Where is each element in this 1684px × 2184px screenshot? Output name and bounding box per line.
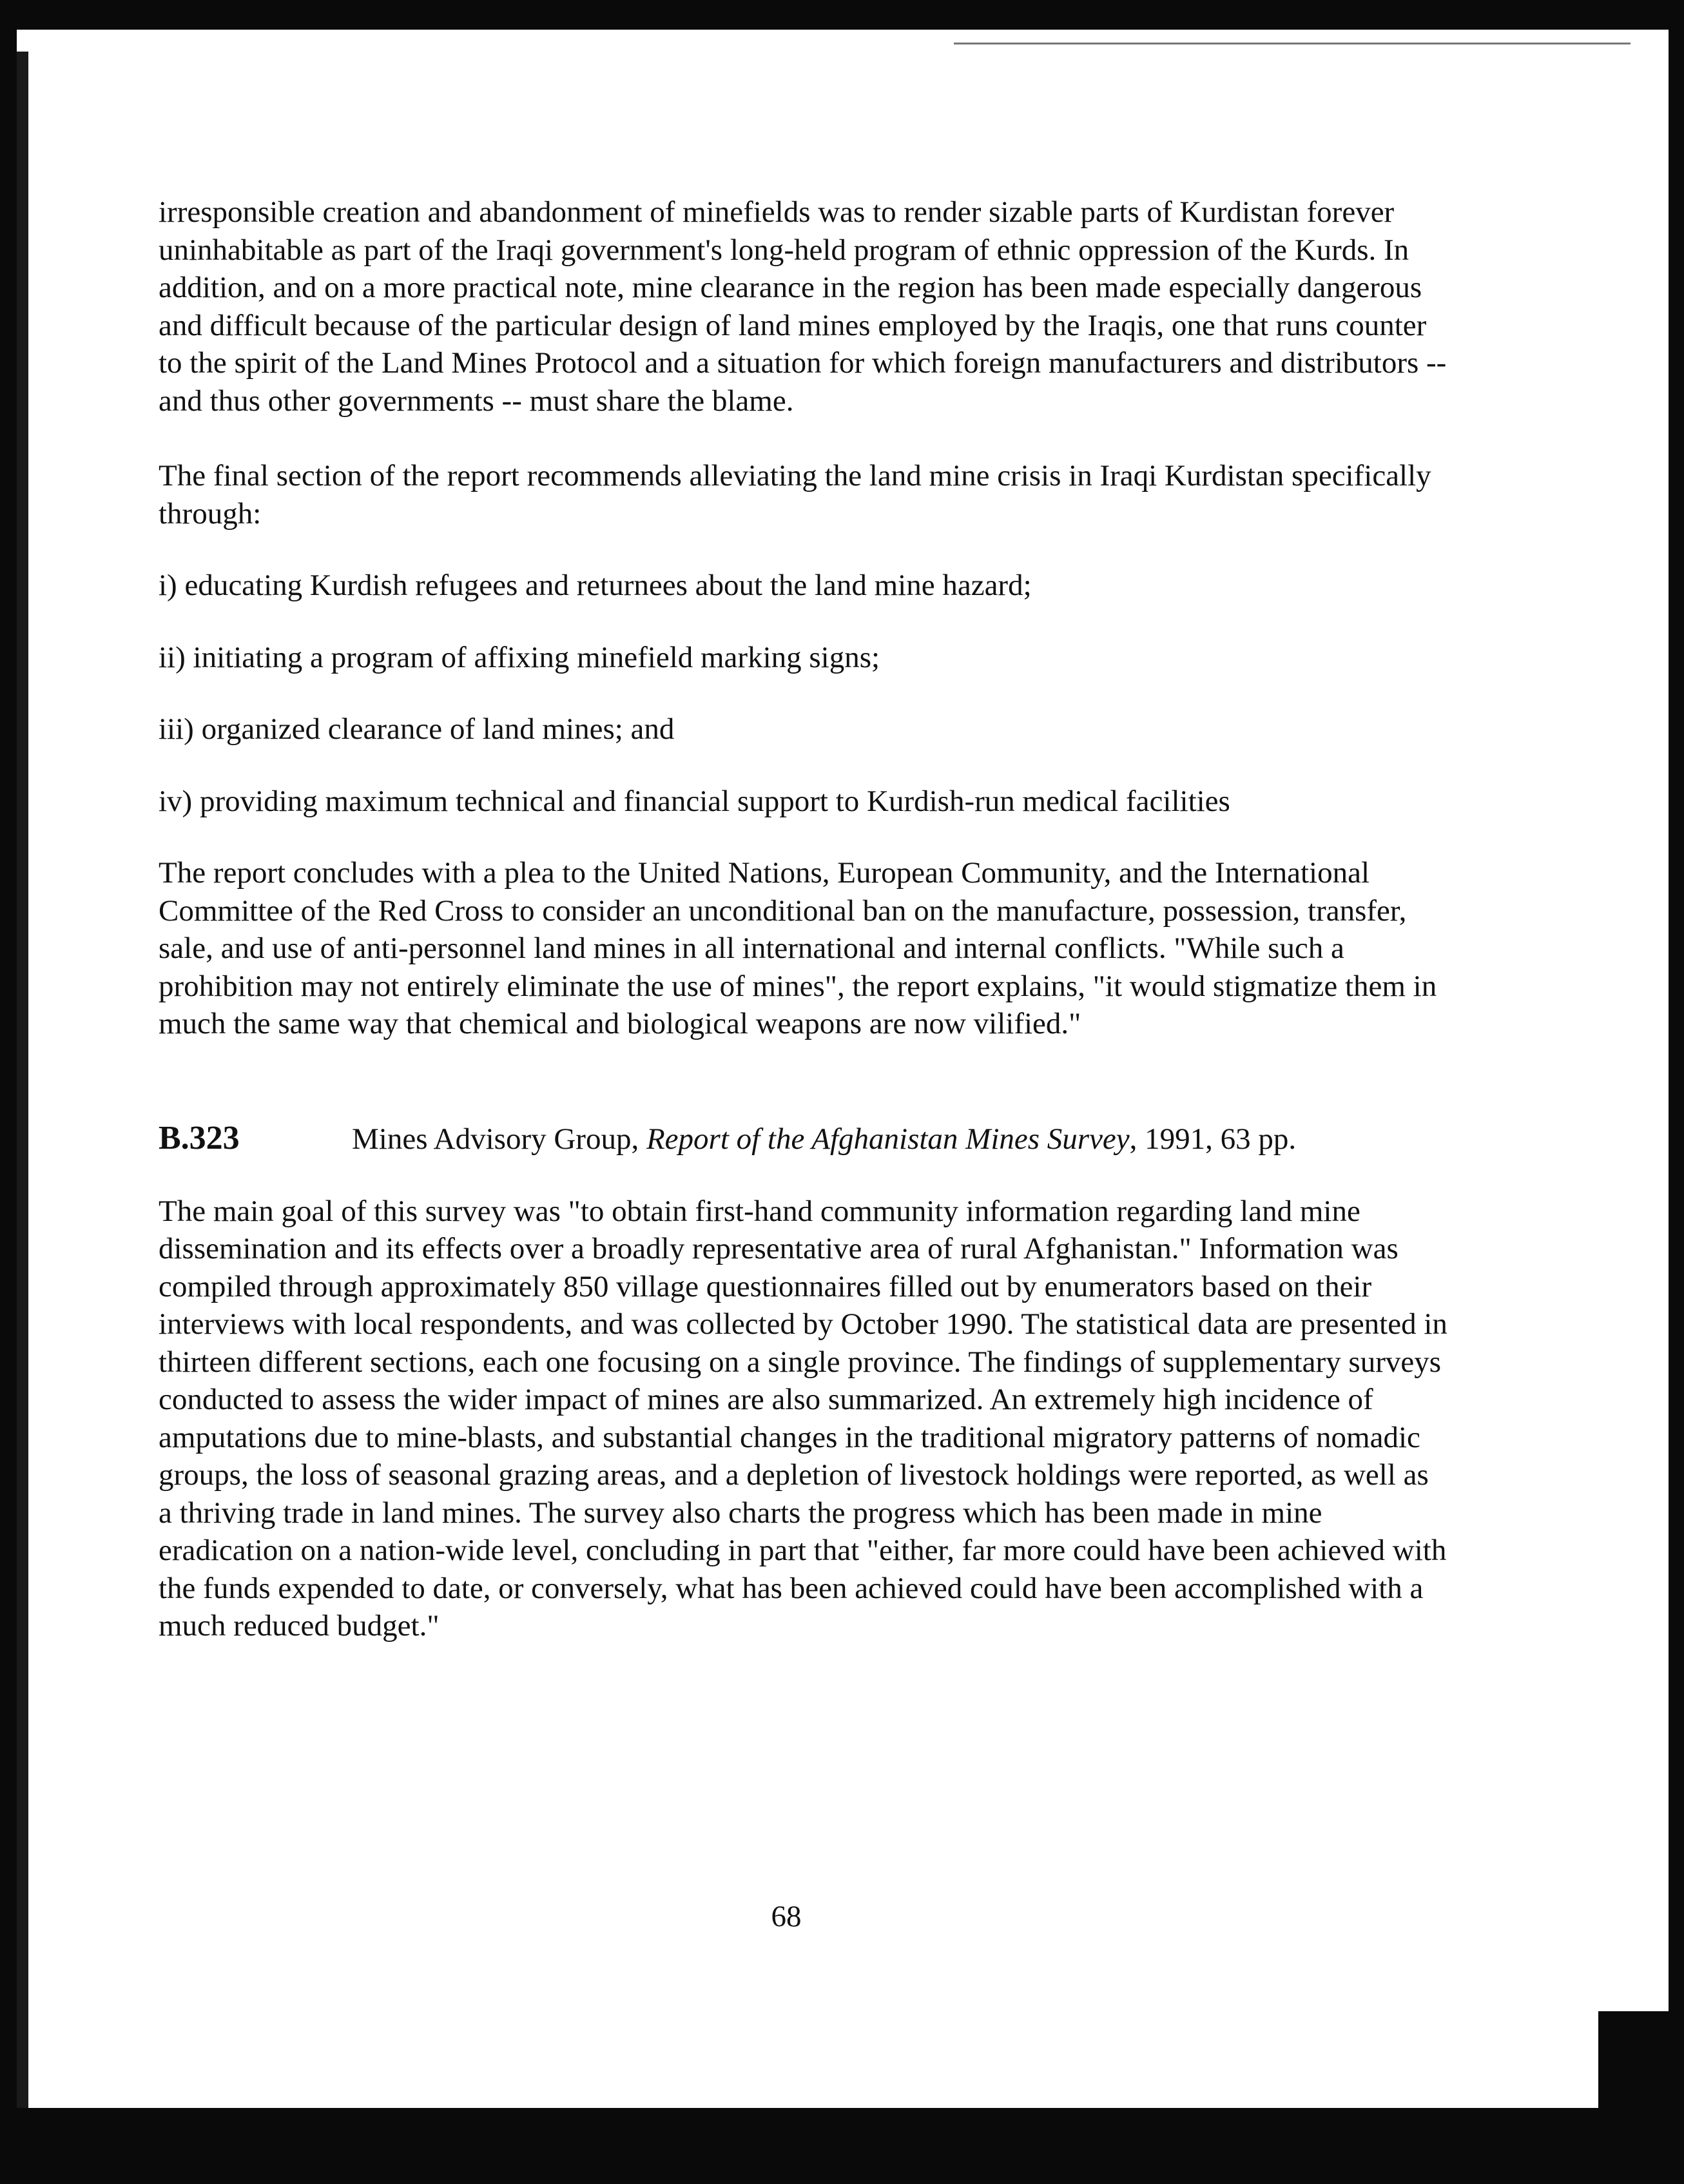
scan-border-left-inner — [17, 52, 28, 2114]
entry-heading — [159, 1119, 1447, 1158]
page-body — [159, 193, 1447, 1645]
entry-author: Mines Advisory Group, — [352, 1122, 646, 1156]
entry-title: Report of the Afghanistan Mines Survey — [646, 1122, 1130, 1156]
entry-summary: The main goal of this survey was "to obtain first-hand community information regarding land mine dissemination and its effects over a broadly representative area of rural Afghanistan." Information was compiled through approximately 850 village questionnaires filled out by enumerators based on their interviews with local respondents, and was collected by October 1990. The statistical data are presented in thirteen different sections, each one focusing on a single province. The findings of supplementary surveys conducted to assess the wider impact of mines are also summarized. An extremely high incidence of amputations due to mine-blasts, and substantial changes in the traditional migratory patterns of nomadic groups, the loss of seasonal grazing areas, and a depletion of livestock holdings were reported, as well as a thriving trade in land mines. The survey also charts the progress which has been made in mine eradication on a nation-wide level, concluding in part that "either, far more could have been achieved with the funds expended to date, or conversely, what has been achieved could have been accomplished with a much reduced budget." — [159, 1194, 1447, 1643]
recommendation-item: ii) initiating a program of affixing minefield marking signs; — [159, 640, 880, 674]
conclusion-paragraph: The report concludes with a plea to the United Nations, European Community, and the International Committee of the Red Cross to consider an unconditional ban on the manufacture, possession, transfer, sale, and use of anti-personnel land mines in all international and internal conflicts. "While such a prohibition may not entirely eliminate the use of mines", the report explains, "it would stigmatize them in much the same way that chemical and biological weapons are now vilified." — [159, 856, 1437, 1040]
recommendation-item: iii) organized clearance of land mines; and — [159, 712, 675, 746]
recommend-paragraph: The final section of the report recommends alleviating the land mine crisis in Iraqi Kurdistan specifically through: — [159, 459, 1431, 531]
scan-border-top — [0, 0, 1684, 30]
entry-citation — [352, 1120, 1296, 1158]
recommendation-item: i) educating Kurdish refugees and returnees about the land mine hazard; — [159, 569, 1032, 602]
recommendation-item: iv) providing maximum technical and financial support to Kurdish-run medical facilities — [159, 784, 1230, 818]
page-number: 68 — [771, 1900, 802, 1933]
intro-paragraph: irresponsible creation and abandonment of minefields was to render sizable parts of Kurdistan forever uninhabitable as part of the Iraqi government's long-held program of ethnic oppression of the Kurds. In addition, and on a more practical note, mine clearance in the region has been made especially dangerous and difficult because of the particular design of land mines employed by the Iraqis, one that runs counter to the spirit of the Land Mines Protocol and a situation for which foreign manufacturers and distributors -- and thus other governments -- must share the blame. — [159, 195, 1447, 418]
header-rule — [954, 43, 1631, 44]
scan-border-right — [1669, 0, 1684, 2184]
entry-id: B.323 — [159, 1119, 240, 1156]
scan-border-left — [0, 0, 17, 2184]
scan-corner-notch — [1598, 2011, 1684, 2108]
scan-border-bottom — [0, 2108, 1684, 2184]
entry-details: , 1991, 63 pp. — [1129, 1122, 1297, 1156]
